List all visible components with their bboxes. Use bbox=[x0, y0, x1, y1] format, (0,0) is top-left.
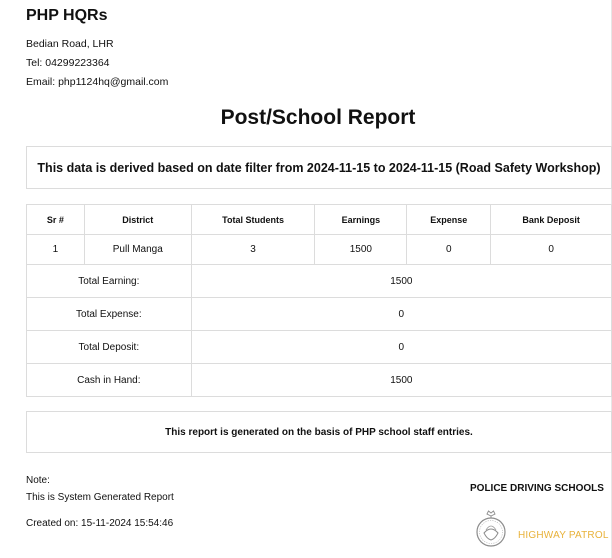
summary-row-total-earning bbox=[27, 265, 612, 298]
summary-row-total-expense bbox=[27, 298, 612, 331]
column-header-expense: Expense bbox=[407, 205, 491, 235]
highway-patrol-text: HIGHWAY PATROL bbox=[518, 530, 609, 541]
note-text: This is System Generated Report bbox=[26, 492, 174, 503]
date-filter-box bbox=[26, 146, 612, 189]
report-title: Post/School Report bbox=[220, 106, 416, 129]
cell-district: Pull Manga bbox=[84, 235, 191, 265]
date-filter-text: This data is derived based on date filter from 2024-11-15 to 2024-11-15 (Road Safety Workshop) bbox=[37, 160, 601, 175]
column-header-sr: Sr # bbox=[27, 205, 85, 235]
summary-label: Total Expense: bbox=[27, 298, 192, 331]
summary-value: 0 bbox=[191, 298, 611, 331]
police-driving-schools-title: POLICE DRIVING SCHOOLS bbox=[470, 483, 604, 494]
cell-sr: 1 bbox=[27, 235, 85, 265]
summary-value: 0 bbox=[191, 331, 611, 364]
org-address: Bedian Road, LHR bbox=[26, 38, 114, 50]
summary-value: 1500 bbox=[191, 364, 611, 397]
cell-bank-deposit: 0 bbox=[491, 235, 612, 265]
table-row bbox=[27, 235, 612, 265]
org-email: Email: php1124hq@gmail.com bbox=[26, 76, 169, 88]
table-header-row bbox=[27, 205, 612, 235]
summary-row-total-deposit bbox=[27, 331, 612, 364]
report-table bbox=[26, 204, 612, 397]
cell-expense: 0 bbox=[407, 235, 491, 265]
org-phone: Tel: 04299223364 bbox=[26, 57, 110, 69]
summary-label: Total Earning: bbox=[27, 265, 192, 298]
note-label: Note: bbox=[26, 475, 50, 486]
summary-label: Total Deposit: bbox=[27, 331, 192, 364]
generated-basis-box bbox=[26, 411, 612, 453]
summary-row-cash-in-hand bbox=[27, 364, 612, 397]
summary-value: 1500 bbox=[191, 265, 611, 298]
cell-total-students: 3 bbox=[191, 235, 315, 265]
highway-patrol-emblem-icon bbox=[473, 508, 509, 552]
generated-basis-text: This report is generated on the basis of PHP school staff entries. bbox=[165, 426, 473, 438]
column-header-total-students: Total Students bbox=[191, 205, 315, 235]
summary-label: Cash in Hand: bbox=[27, 364, 192, 397]
column-header-bank-deposit: Bank Deposit bbox=[491, 205, 612, 235]
column-header-earnings: Earnings bbox=[315, 205, 407, 235]
created-on: Created on: 15-11-2024 15:54:46 bbox=[26, 518, 174, 529]
column-header-district: District bbox=[84, 205, 191, 235]
cell-earnings: 1500 bbox=[315, 235, 407, 265]
org-name: PHP HQRs bbox=[26, 7, 108, 24]
